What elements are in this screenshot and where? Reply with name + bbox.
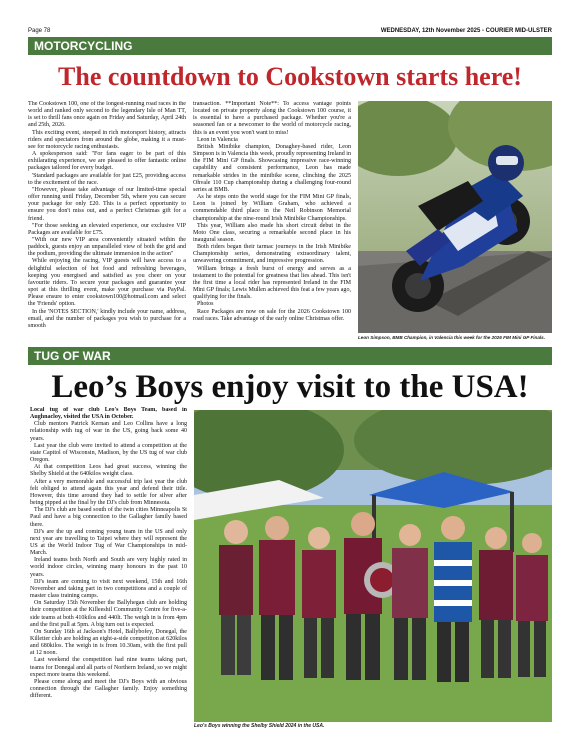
photo-tug-of-war-team bbox=[194, 410, 552, 722]
paragraph: At that competition Leos had great success, winning the Shelby Shield at the 640kilos weight class. bbox=[30, 464, 187, 478]
paragraph: Both riders began their tarmac journeys in the Irish Minibike Championship series, demonstrating extraordinary talent, unwavering commitment, and impressive progression. bbox=[193, 244, 351, 265]
paragraph: On Saturday 15th November the Ballyhegan club are holding their competition at the Killeeshil Community Centre for five-a-side teams at both 410kilos and 440lt. The weigh in is from 4pm and the first pull at 5pm. A big turn out is expected. bbox=[30, 600, 187, 628]
paragraph: transaction. **Important Note**: To access vantage points located on private property along the Cookstown 100 course, it is essential to have a purchased package. Whether you're a seasoned fan or a newcomer to the world of motorcycle racing, this is an event you won't want to miss! bbox=[193, 101, 351, 136]
paragraph: British Minibike champion, Donaghey-based rider, Leon Simpson is in Valencia this week, proudly representing Ireland in the FIM Mini GP finals. Showcasing impressive race-winning capability and consistent performance, Leon has made remarkable strides in the minibike scene, clinching the 2025 Ohvale 110 Cup championship during a challenging four-round series at BMB. bbox=[193, 143, 351, 193]
paragraph: Club mentors Patrick Kernan and Leo Collins have a long relationship with tug of war in the US, going back some 40 years. bbox=[30, 421, 187, 442]
paragraph: This year, William also made his short circuit debut in the Moto One class, securing a remarkable second place in his inaugural season. bbox=[193, 222, 351, 243]
paragraph: Last weekend the competition had nine teams taking part, teams for Donegal and all parts of Northern Ireland, so we might expect more teams this weekend. bbox=[30, 657, 187, 678]
section-band-tug-of-war: TUG OF WAR bbox=[28, 347, 552, 365]
issue-date: WEDNESDAY, 12th November 2025 - COURIER MID-ULSTER bbox=[380, 28, 552, 34]
paragraph: 'Standard packages are available for just £25, providing access to the excitement of the race. bbox=[28, 172, 186, 186]
page-header bbox=[28, 26, 552, 36]
photo-caption-leon: Leon Simpson, BMB Champion, in Valencia this week for the 2026 FIM Mini GP Finals. bbox=[358, 335, 546, 340]
article-column-3 bbox=[30, 407, 187, 733]
paragraph: "However, please take advantage of our limited-time special offer running until Friday, December 5th, where you can secure your package for only £20. This is a perfect opportunity to ensure you don't miss out, and a perfect Christmas gift for a friend. bbox=[28, 186, 186, 222]
paragraph: A spokesperson said: "For fans eager to be part of this exhilarating experience, we are pleased to offer fantastic online packages tailored for every budget. bbox=[28, 151, 186, 172]
paragraph: DJ's team are coming to visit next weekend, 15th and 16th November and taking part in two competitions and a couple of master class training camps. bbox=[30, 578, 187, 600]
paragraph: After a very memorable and successful trip last year the club felt obliged to attend again this year and defend their title. However, this time around they had to settle for silver after being pipped at the final by the DJ's club from Minnesota. bbox=[30, 478, 187, 507]
paragraph: DJ's are the up and coming young team in the US and only next year are travelling to Taipei where they will represent the US at the World Indoor Tug of War Championships in mid-March. bbox=[30, 528, 187, 557]
paragraph: On Sunday 16th at Jackson's Hotel, Ballybofey, Donegal, the Killetter club are holding an eight-a-side competition at 620kilos and 680kilos. The weigh in is from 10.30am, with the first pull at 12 noon. bbox=[30, 628, 187, 657]
article-column-2 bbox=[193, 101, 351, 339]
paragraph: William brings a fresh burst of energy and serves as a testament to the potential for greatness that lies ahead. This isn't the first time a local rider has represented Ireland in the FIM Mini GP finals; Lewis Mullen achieved this feat a few years ago, qualifying for the finals. bbox=[193, 265, 351, 301]
paragraph: The DJ's club are based south of the twin cities Minneapolis St Paul and have a big connection to the Gallagher family based there. bbox=[30, 507, 187, 528]
paragraph: This exciting event, steeped in rich motorsport history, attracts riders and spectators from around the globe, making it a must-see for motorcycle racing enthusiasts. bbox=[28, 129, 186, 150]
headline-cookstown: The countdown to Cookstown starts here! bbox=[58, 62, 522, 91]
paragraph: Please come along and meet the DJ's Boys with an obvious connection through the Gallagher family. Enjoy something different. bbox=[30, 678, 187, 700]
paragraph: Ireland teams both North and South are very highly rated in world indoor circles, winning many honours in the past 10 years. bbox=[30, 557, 187, 578]
article-column-1 bbox=[28, 101, 186, 339]
team-photo-graphic bbox=[194, 410, 552, 722]
section-band-motorcycling: MOTORCYCLING bbox=[28, 37, 552, 55]
paragraph: In the 'NOTES SECTION,' kindly include your name, address, email, and the number of packages you wish to purchase for a smooth bbox=[28, 308, 186, 329]
minibike-photo-graphic bbox=[358, 101, 552, 333]
subhead-leon-in-valencia: Leon in Valencia bbox=[197, 136, 238, 143]
paragraph: The Cookstown 100, one of the longest-running road races in the world and ranked only second to the legendary Isle of Man TT, is set to thrill fans once again on Friday and Saturday, April 24th and 25th, 2026. bbox=[28, 101, 186, 129]
paragraph: While enjoying the racing, VIP guests will have access to a delightful selection of hot food and refreshing beverages, keeping you energised and satisfied as you cheer on your favourite riders. To secure your packages and guarantee your spot at this thrilling event, make your purchase via PayPal. Please ensure to enter cookstown100@hotmail.com and select the 'Friends' option. bbox=[28, 258, 186, 308]
paragraph: Last year the club were invited to attend a competition at the state Capitol of Wisconsin, Madison, by the US tug of war club Oregon. bbox=[30, 442, 187, 464]
photo-minibike-rider bbox=[358, 101, 552, 333]
headline-leos-boys: Leo’s Boys enjoy visit to the USA! bbox=[51, 369, 529, 405]
paragraph: Photos bbox=[197, 301, 214, 308]
paragraph: Race Packages are now on sale for the 2026 Cookstown 100 road races. Take advantage of the early online Christmas offer. bbox=[193, 308, 351, 322]
paragraph: As he steps onto the world stage for the FIM Mini GP finals, Leon is joined by William Graham, who achieved a commendable third place in the Neil Robinson Memorial championship at the nine-round Irish Minibike Championships. bbox=[193, 194, 351, 222]
photo-caption-leos-boys: Leo's Boys winning the Shelby Shield 2024 in the USA. bbox=[194, 723, 325, 729]
page-number: Page 78 bbox=[28, 28, 51, 34]
lead-paragraph: Local tug of war club Leo's Boys Team, based in Aughnacloy, visited the USA in October. bbox=[30, 407, 187, 421]
paragraph: "For those seeking an elevated experience, our exclusive VIP Packages are available for £75. bbox=[28, 222, 186, 236]
paragraph: "With our new VIP area conveniently situated within the paddock, guests enjoy an unparalleled view of both the grid and the podium, providing the ultimate immersion in the action" bbox=[28, 236, 186, 258]
